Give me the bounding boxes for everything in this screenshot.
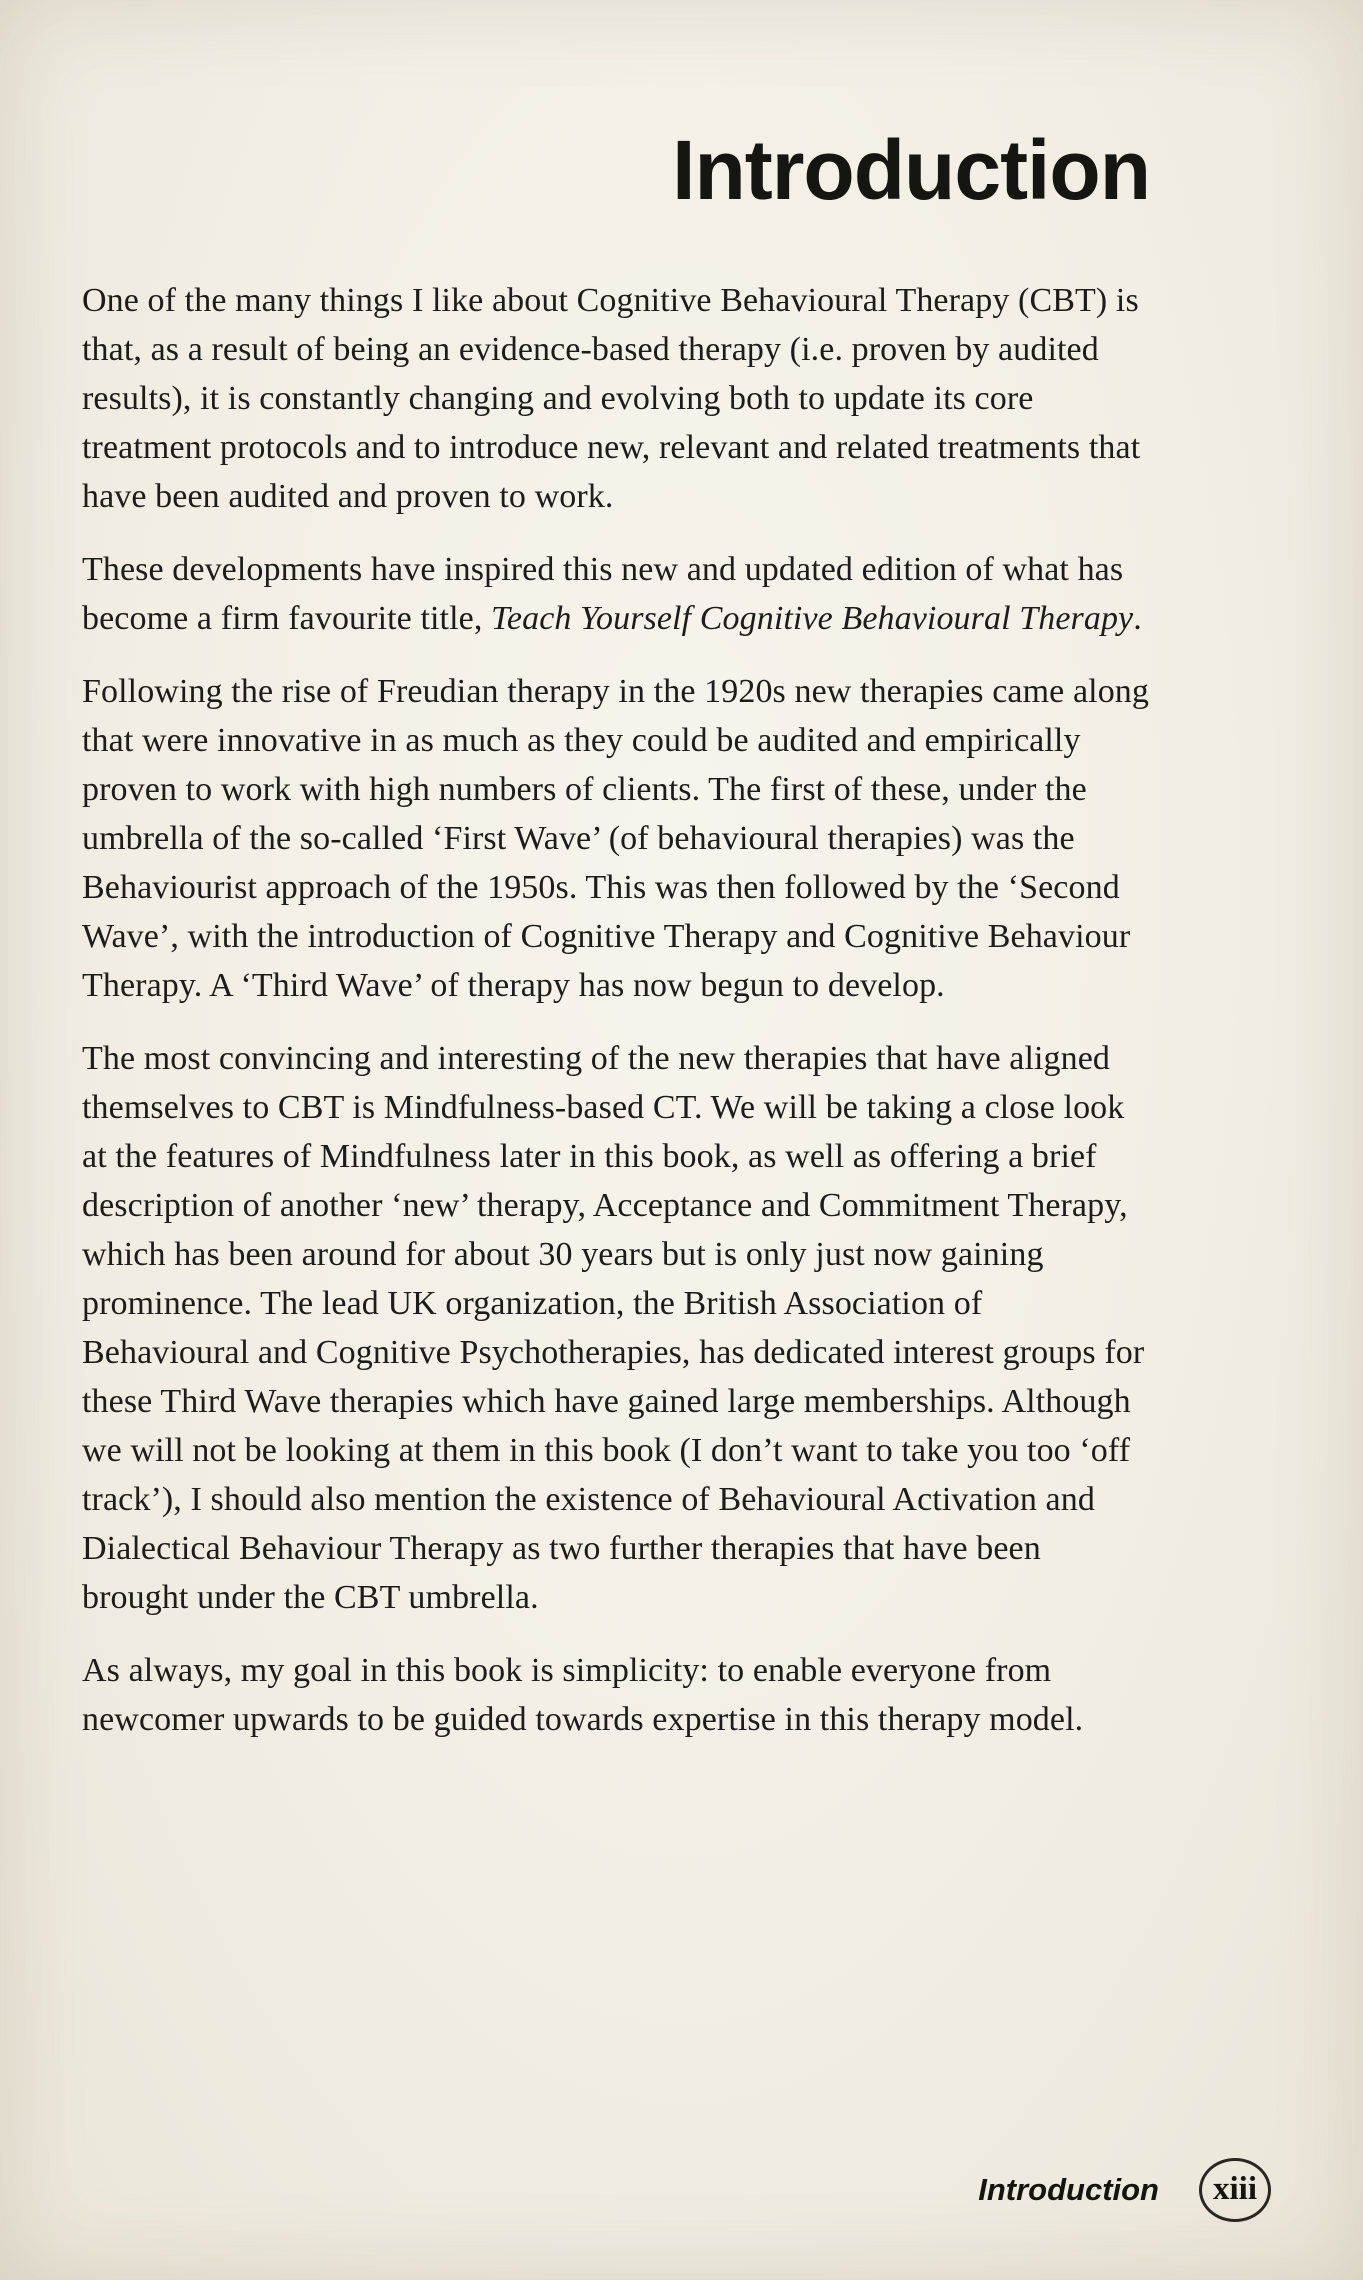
- page-number-circle: [1199, 2158, 1271, 2222]
- page-footer: [978, 2158, 1271, 2222]
- paragraph-text: These developments have inspired this new and updated edition of what has become a firm favourite title,: [82, 551, 1124, 637]
- paragraph: [82, 667, 1150, 1010]
- paragraph-text: .: [1133, 600, 1142, 637]
- paragraph-text: As always, my goal in this book is simplicity: to enable everyone from newcomer upwards to be guided towards expertise in this therapy model.: [82, 1652, 1084, 1738]
- paragraph: [82, 1034, 1150, 1622]
- book-title-italic: Teach Yourself Cognitive Behavioural Therapy: [491, 600, 1134, 637]
- paragraph: [82, 276, 1150, 521]
- page-number: xiii: [1212, 2170, 1257, 2207]
- body-text: [82, 276, 1150, 1744]
- paragraph-text: Following the rise of Freudian therapy in the 1920s new therapies came along that were innovative in as much as they could be audited and empirically proven to work with high numbers of clients. The first of these, under the umbrella of the so-called ‘First Wave’ (of behavioural therapies) was the Behaviourist approach of the 1950s. This was then followed by the ‘Second Wave’, with the introduction of Cognitive Therapy and Cognitive Behaviour Therapy. A ‘Third Wave’ of therapy has now begun to develop.: [82, 673, 1149, 1004]
- paragraph-text: The most convincing and interesting of the new therapies that have aligned themselves to CBT is Mindfulness-based CT. We will be taking a close look at the features of Mindfulness later in this book, as well as offering a brief description of another ‘new’ therapy, Acceptance and Commitment Therapy, which has been around for about 30 years but is only just now gaining prominence. The lead UK organization, the British Association of Behavioural and Cognitive Psychotherapies, has dedicated interest groups for these Third Wave therapies which have gained large memberships. Although we will not be looking at them in this book (I don’t want to take you too ‘off track’), I should also mention the existence of Behavioural Activation and Dialectical Behaviour Therapy as two further therapies that have been brought under the CBT umbrella.: [82, 1040, 1145, 1616]
- paragraph-text: One of the many things I like about Cognitive Behavioural Therapy (CBT) is that, as a result of being an evidence-based therapy (i.e. proven by audited results), it is constantly changing and evolving both to update its core treatment protocols and to introduce new, relevant and related treatments that have been audited and proven to work.: [82, 282, 1141, 515]
- page-content: [82, 0, 1150, 1768]
- paragraph: [82, 1646, 1150, 1744]
- paragraph: [82, 545, 1150, 643]
- page-title: Introduction: [672, 123, 1150, 217]
- footer-section-label: Introduction: [978, 2172, 1159, 2207]
